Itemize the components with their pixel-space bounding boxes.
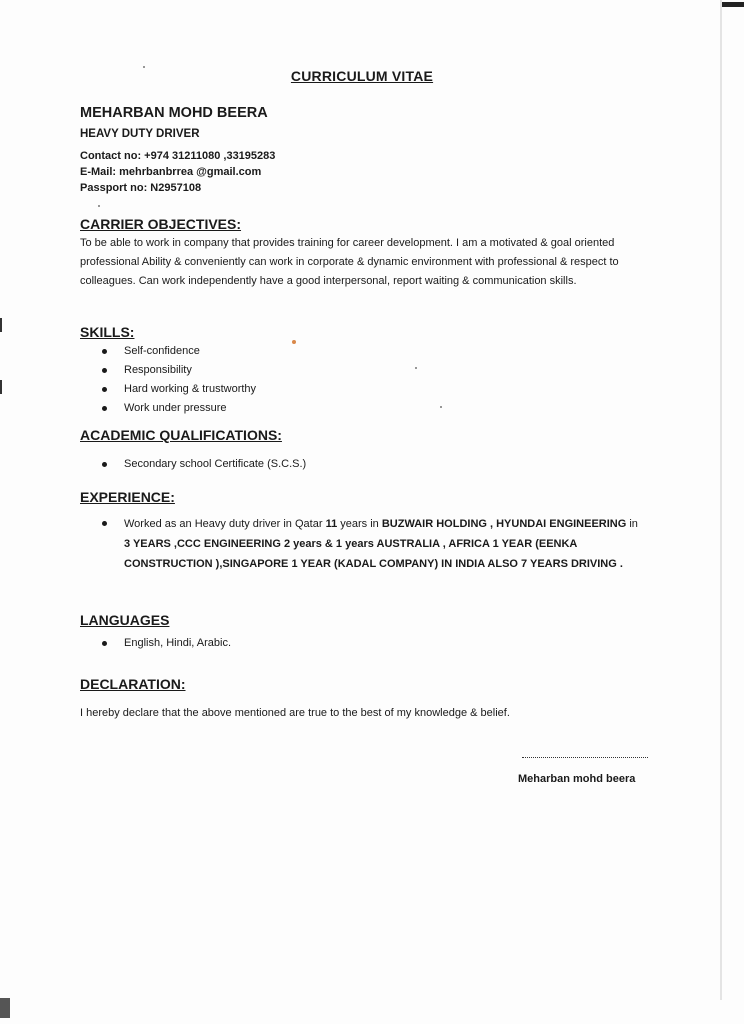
list-item: Hard working & trustworthy xyxy=(100,380,256,399)
list-item: Self-confidence xyxy=(100,342,256,361)
experience-heading: EXPERIENCE: xyxy=(80,489,175,505)
scan-smudge xyxy=(0,998,10,1018)
declaration-heading: DECLARATION: xyxy=(80,676,186,692)
phone-value: +974 31211080 ,33195283 xyxy=(144,150,276,162)
contact-passport xyxy=(80,182,201,194)
experience-text xyxy=(100,514,640,574)
scan-speck xyxy=(292,340,296,344)
margin-mark xyxy=(0,318,2,332)
page-edge xyxy=(720,0,722,1000)
objectives-heading: CARRIER OBJECTIVES: xyxy=(80,216,242,232)
passport-label: Passport no: xyxy=(80,182,148,194)
scan-speck xyxy=(440,406,442,408)
list-item: Secondary school Certificate (S.C.S.) xyxy=(100,455,306,474)
contact-phone xyxy=(80,150,275,162)
languages-list xyxy=(100,634,231,653)
declaration-text: I hereby declare that the above mentioned are true to the best of my knowledge & belief. xyxy=(80,707,510,719)
experience-in: in xyxy=(626,518,638,530)
signature-line xyxy=(522,757,648,758)
languages-heading: LANGUAGES xyxy=(80,612,170,628)
scan-mark xyxy=(722,2,744,7)
skills-list xyxy=(100,342,256,418)
experience-company: BUZWAIR HOLDING , HYUNDAI ENGINEERING xyxy=(381,518,627,530)
experience-intro: Worked as an Heavy duty driver in Qatar xyxy=(124,518,326,530)
passport-value: N2957108 xyxy=(150,182,202,194)
email-label: E-Mail: xyxy=(80,166,117,178)
list-item: Work under pressure xyxy=(100,399,256,418)
signature-name: Meharban mohd beera xyxy=(518,773,636,785)
objectives-text: To be able to work in company that provides training for career development. I am a motivated & goal oriented professional Ability & conveniently can work in corporate & dynamic environment with professional & respect to colleagues. Can work independently have a good interpersonal, report waiting & communication skills. xyxy=(80,237,619,287)
applicant-name: MEHARBAN MOHD BEERA xyxy=(80,105,268,121)
academic-list xyxy=(100,455,306,474)
scan-speck xyxy=(415,367,417,369)
academic-heading: ACADEMIC QUALIFICATIONS: xyxy=(80,427,282,443)
margin-mark xyxy=(0,380,2,394)
applicant-position: HEAVY DUTY DRIVER xyxy=(80,128,200,140)
document-title: CURRICULUM VITAE xyxy=(290,68,434,84)
scan-speck xyxy=(98,205,100,207)
contact-email xyxy=(80,166,261,178)
email-value: mehrbanbrrea @gmail.com xyxy=(119,166,262,178)
phone-label: Contact no: xyxy=(80,150,142,162)
experience-details: 3 YEARS ,CCC ENGINEERING 2 years & 1 years AUSTRALIA , AFRICA 1 YEAR (EENKA CONSTRUCTION ),SINGAPORE 1 YEAR (KADAL COMPANY) IN INDIA ALSO 7 YEARS DRIVING . xyxy=(124,538,623,570)
list-item: Responsibility xyxy=(100,361,256,380)
skills-heading: SKILLS: xyxy=(80,324,135,340)
experience-years-qatar: 11 xyxy=(325,518,338,530)
experience-years-word: years in xyxy=(337,518,382,530)
list-item: English, Hindi, Arabic. xyxy=(100,634,231,653)
